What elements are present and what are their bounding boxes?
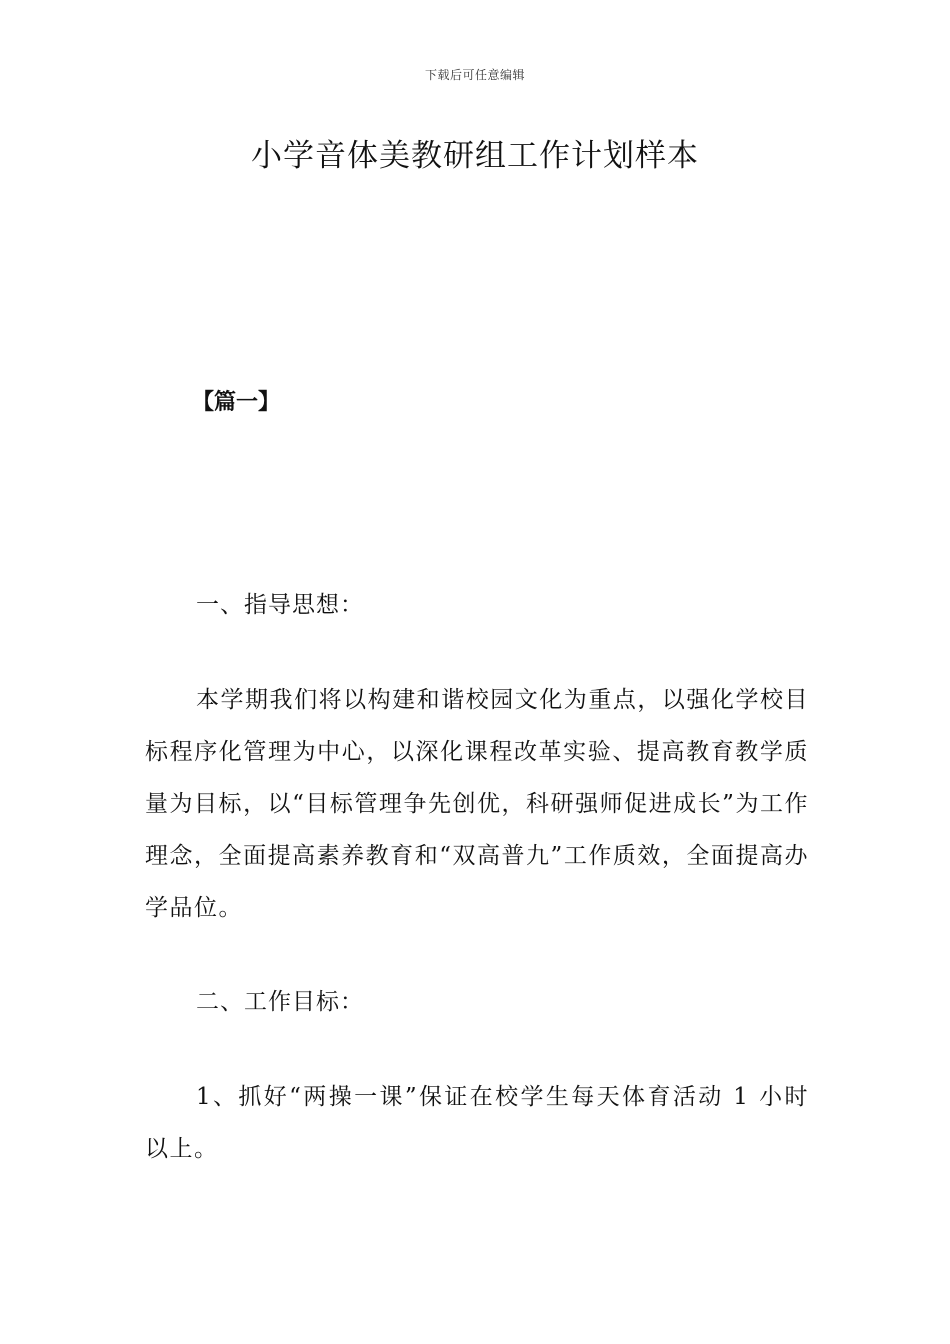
document-title: 小学音体美教研组工作计划样本	[251, 138, 699, 174]
header-note: 下载后可任意编辑	[424, 68, 525, 82]
section-heading-work-goals: 二、工作目标：	[196, 989, 364, 1015]
section-mark: 【篇一】	[192, 390, 281, 415]
paragraph-guiding-ideology: 本学期我们将以构建和谐校园文化为重点，以强化学校目标程序化管理为中心，以深化课程改革实验、提高教育教学质量为目标，以“目标管理争先创优，科研强师促进成长”为工作理念，全面提高素养教育和“双高普九”工作质效，全面提高办学品位。	[145, 687, 809, 921]
section-heading-guiding-ideology: 一、指导思想：	[196, 592, 364, 618]
paragraph-work-goal-1: 1、抓好“两操一课”保证在校学生每天体育活动 1 小时以上。	[145, 1084, 809, 1162]
